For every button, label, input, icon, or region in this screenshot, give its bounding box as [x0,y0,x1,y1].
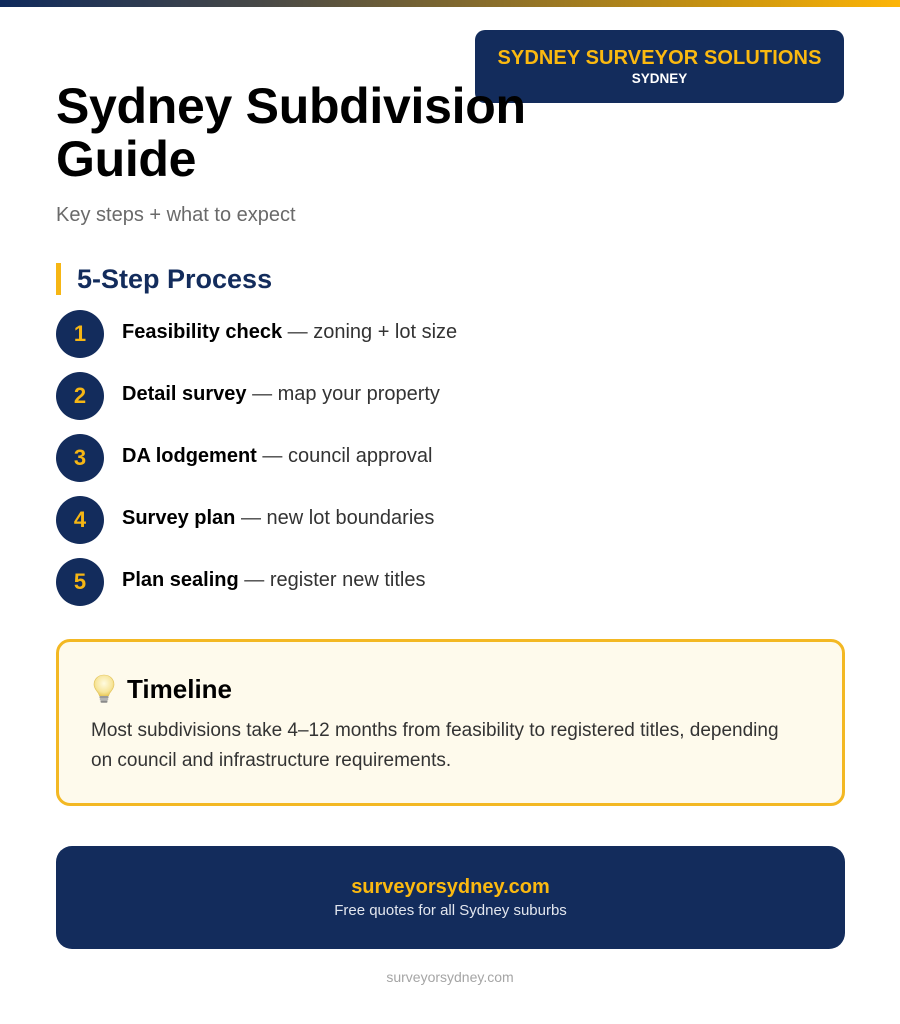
step-number-badge: 3 [56,434,104,482]
step-title: DA lodgement [122,445,257,467]
timeline-header [91,672,810,706]
process-step [56,558,836,620]
step-description: new lot boundaries [266,507,435,529]
cta-banner [56,846,845,949]
footer-website-link[interactable]: surveyorsydney.com [386,969,514,985]
brand-name: SYDNEY SURVEYOR SOLUTIONS [497,47,822,69]
step-separator: — [246,383,278,405]
step-separator: — [282,321,314,343]
page-subtitle: Key steps + what to expect [56,204,296,226]
step-number-badge: 1 [56,310,104,358]
step-text [122,558,425,592]
step-title: Survey plan [122,507,236,529]
process-heading: 5-Step Process [56,263,272,295]
timeline-title: Timeline [127,673,233,704]
step-text [122,434,432,468]
brand-city: SYDNEY [631,71,688,86]
step-title: Plan sealing [122,569,239,591]
step-description: map your property [277,383,440,405]
step-description: register new titles [269,569,426,591]
timeline-callout [56,639,845,806]
cta-website-link[interactable]: surveyorsydney.com [351,876,550,898]
process-step [56,434,836,496]
step-separator: — [256,445,288,467]
step-number-badge: 5 [56,558,104,606]
step-title: Feasibility check [122,321,283,343]
step-separator: — [235,507,267,529]
cta-subtext: Free quotes for all Sydney suburbs [334,902,567,919]
timeline-body: Most subdivisions take 4–12 months from feasibility to registered titles, depending on council and infrastructure requirements. [91,720,779,771]
step-title: Detail survey [122,383,247,405]
step-text [122,496,434,530]
process-step [56,310,836,372]
step-description: council approval [287,445,433,467]
step-text [122,310,457,344]
step-number-badge: 2 [56,372,104,420]
process-step [56,372,836,434]
page-title: Sydney Subdivision Guide [56,78,526,187]
lightbulb-icon [91,673,117,705]
step-number-badge: 4 [56,496,104,544]
process-steps-list [56,310,836,620]
top-gradient-bar [0,0,900,7]
step-separator: — [238,569,270,591]
step-description: zoning + lot size [313,321,458,343]
process-step [56,496,836,558]
step-text [122,372,440,406]
